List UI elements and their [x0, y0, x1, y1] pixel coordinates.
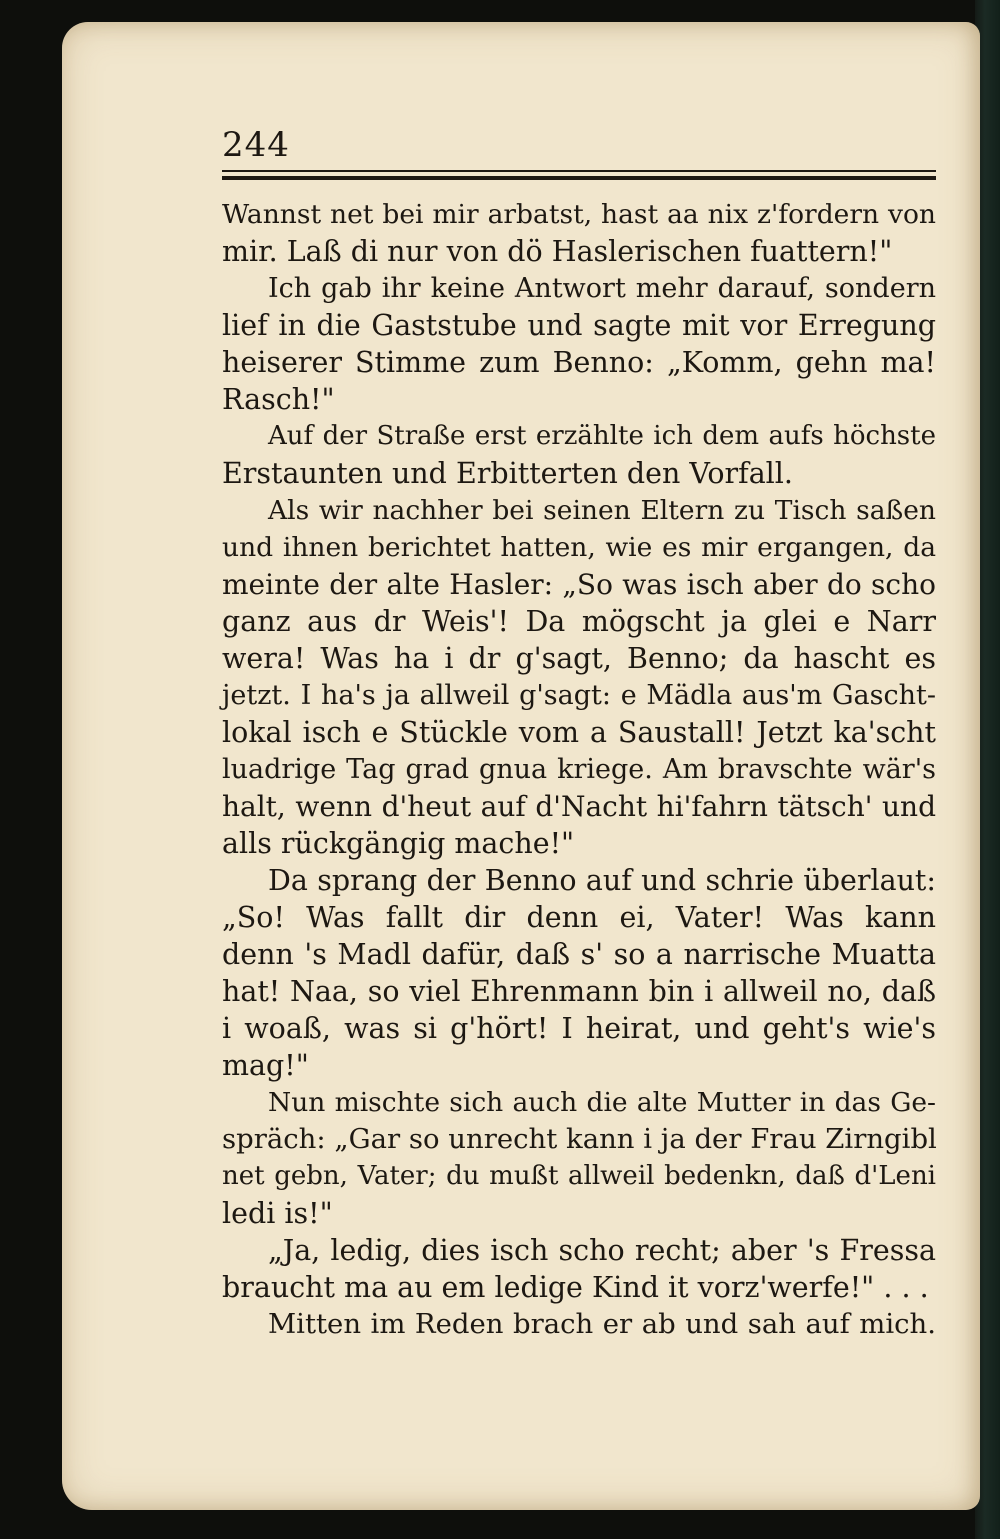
text-line: „So! Was fallt dir denn ei, Vater! Was kann [222, 901, 936, 934]
text-line: luadrige Tag grad gnua kriege. Am bravschte wär's [222, 754, 936, 785]
text-line: meinte der alte Hasler: „So was isch aber do scho [222, 568, 936, 601]
text-line: wera! Was ha i dr g'sagt, Benno; da hascht es [222, 642, 936, 675]
text-line: lief in die Gaststube und sagte mit vor Erregung [222, 309, 936, 342]
text-line: Mitten im Reden brach er ab und sah auf mich. [268, 1308, 936, 1340]
text-line: braucht ma au em ledige Kind it vorz'werfe!" . . . [222, 1271, 929, 1304]
page-number: 244 [222, 125, 290, 165]
text-line: Nun mischte sich auch die alte Mutter in das Ge- [268, 1087, 936, 1118]
text-line: mag!" [222, 1049, 309, 1082]
text-line: und ihnen berichtet hatten, wie es mir ergangen, da [222, 532, 936, 563]
text-line: jetzt. I ha's ja allweil g'sagt: e Mädla aus'm Gascht- [222, 680, 936, 711]
text-line: ganz aus dr Weis'! Da mögscht ja glei e Narr [222, 605, 936, 638]
text-line: Wannst net bei mir arbatst, hast aa nix z'fordern von [222, 199, 936, 230]
text-line: Auf der Straße erst erzählte ich dem aufs höchste [268, 421, 936, 451]
body-text [222, 196, 936, 1343]
text-line: lokal isch e Stückle vom a Saustall! Jetzt ka'scht [222, 716, 936, 749]
text-line: ledi is!" [222, 1197, 333, 1230]
text-line: alls rückgängig mache!" [222, 827, 575, 860]
text-line: denn 's Madl dafür, daß s' so a narrische Muatta [222, 938, 936, 971]
text-line: mir. Laß di nur von dö Haslerischen fuattern!" [222, 235, 893, 268]
text-line: Rasch!" [222, 383, 335, 416]
text-line: Da sprang der Benno auf und schrie überlaut: [268, 864, 936, 897]
text-line: Als wir nachher bei seinen Eltern zu Tisch saßen [268, 495, 936, 526]
text-line: net gebn, Vater; du mußt allweil bedenkn, daß d'Leni [222, 1161, 936, 1191]
text-line: „Ja, ledig, dies isch scho recht; aber 's Fressa [268, 1234, 936, 1267]
text-line: heiserer Stimme zum Benno: „Komm, gehn ma! [222, 346, 936, 379]
header-rule-thin [222, 170, 936, 172]
text-line: i woaß, was si g'hört! I heirat, und geht's wie's [222, 1012, 936, 1045]
text-line: spräch: „Gar so unrecht kann i ja der Frau Zirngibl [222, 1123, 937, 1155]
text-line: hat! Naa, so viel Ehrenmann bin i allweil no, daß [222, 975, 936, 1008]
text-line: halt, wenn d'heut auf d'Nacht hi'fahrn tätsch' und [222, 790, 936, 823]
text-line: Erstaunten und Erbitterten den Vorfall. [222, 457, 793, 490]
header-rule-thick [222, 176, 936, 180]
text-line: Ich gab ihr keine Antwort mehr darauf, sondern [268, 273, 936, 304]
